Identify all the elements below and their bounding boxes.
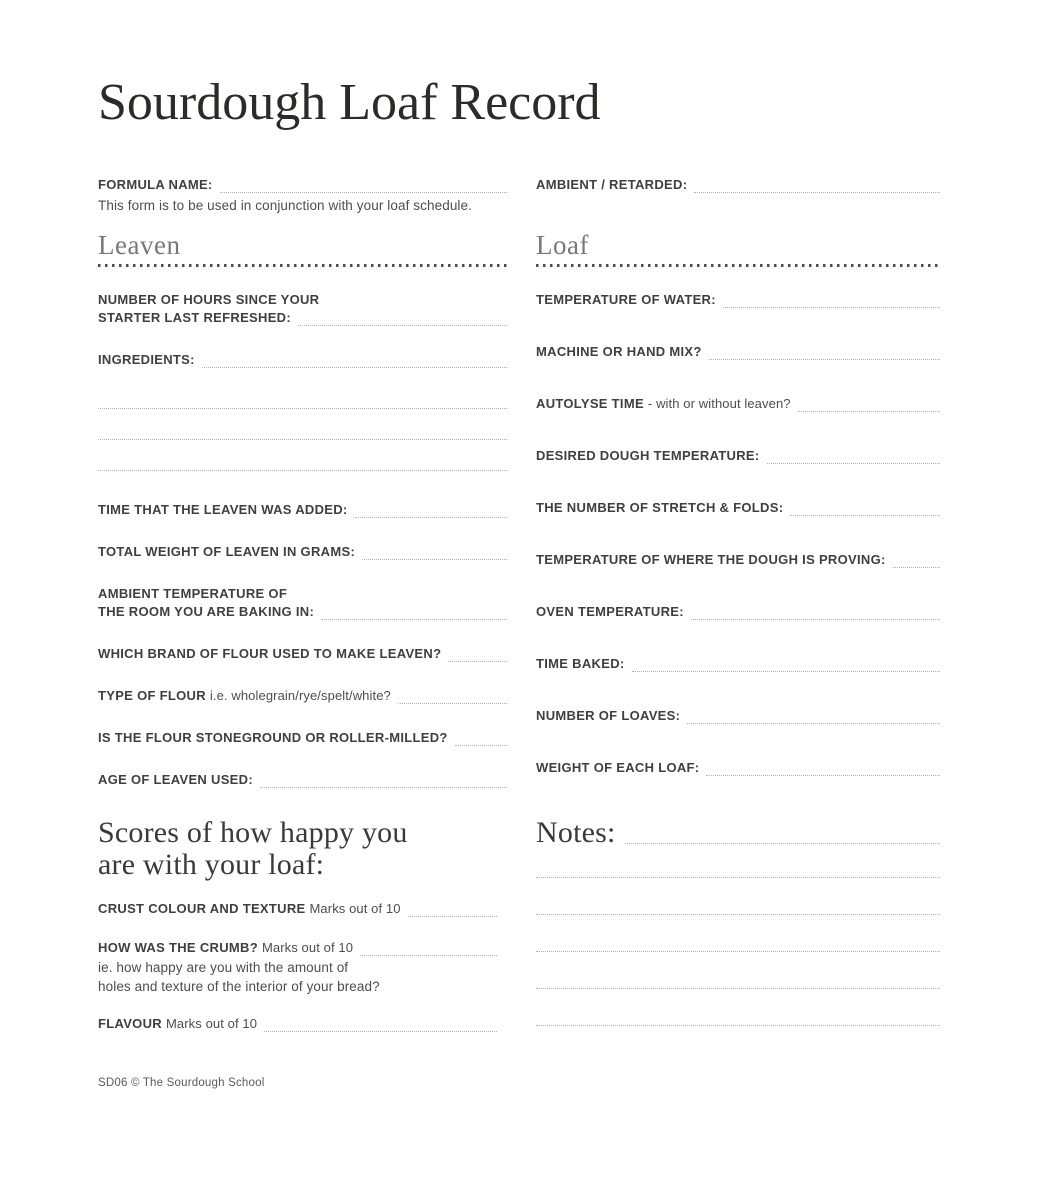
- oven-temperature-field[interactable]: [691, 607, 940, 620]
- notes-field-line-4[interactable]: [536, 952, 940, 989]
- stretch-and-folds-field[interactable]: [790, 503, 940, 516]
- score-crumb: HOW WAS THE CRUMB? Marks out of 10 ie. how happy are you with the amount of holes and texture of the interior of your bread?: [98, 939, 507, 996]
- field-flour-type: TYPE OF FLOUR i.e. wholegrain/rye/spelt/white?: [98, 687, 507, 704]
- field-total-weight-leaven: TOTAL WEIGHT OF LEAVEN IN GRAMS:: [98, 543, 507, 560]
- crust-score-field[interactable]: [408, 904, 497, 917]
- ingredients-extra-line-1[interactable]: [98, 378, 507, 409]
- formula-name-row: [98, 165, 507, 193]
- total-weight-leaven-field[interactable]: [362, 547, 507, 560]
- field-proving-temperature: TEMPERATURE OF WHERE THE DOUGH IS PROVING:: [536, 551, 940, 568]
- field-flour-brand: WHICH BRAND OF FLOUR USED TO MAKE LEAVEN?: [98, 645, 507, 662]
- footer-document-code: SD06 © The Sourdough School: [98, 1077, 265, 1089]
- scores-section: [98, 817, 507, 1054]
- ingredients-extra-line-3[interactable]: [98, 440, 507, 471]
- field-autolyse-time: AUTOLYSE TIME - with or without leaven?: [536, 395, 940, 412]
- time-leaven-added-field[interactable]: [355, 505, 507, 518]
- ambient-room-temperature-field[interactable]: [321, 607, 507, 620]
- leaven-section: [98, 230, 507, 817]
- form-sheet: [98, 0, 940, 1054]
- field-machine-or-hand-mix: MACHINE OR HAND MIX?: [536, 343, 940, 360]
- field-age-of-leaven: AGE OF LEAVEN USED:: [98, 771, 507, 788]
- flour-type-field[interactable]: [398, 691, 507, 704]
- field-weight-of-each-loaf: WEIGHT OF EACH LOAF:: [536, 759, 940, 776]
- page-title: Sourdough Loaf Record: [98, 74, 601, 131]
- formula-name-label: FORMULA NAME:: [98, 177, 213, 192]
- water-temperature-field[interactable]: [723, 295, 940, 308]
- age-of-leaven-field[interactable]: [260, 775, 507, 788]
- ambient-retarded-label: AMBIENT / RETARDED:: [536, 177, 688, 192]
- notes-field-line-0[interactable]: [625, 831, 940, 844]
- leaven-heading: Leaven: [98, 230, 181, 260]
- weight-of-each-loaf-field[interactable]: [706, 763, 940, 776]
- notes-heading: Notes:: [536, 816, 616, 849]
- notes-field-line-1[interactable]: [536, 849, 940, 878]
- field-desired-dough-temperature: DESIRED DOUGH TEMPERATURE:: [536, 447, 940, 464]
- proving-temperature-field[interactable]: [893, 555, 940, 568]
- field-stoneground-or-rollermilled: IS THE FLOUR STONEGROUND OR ROLLER-MILLED?: [98, 729, 507, 746]
- field-time-leaven-added: TIME THAT THE LEAVEN WAS ADDED:: [98, 501, 507, 518]
- autolyse-time-field[interactable]: [798, 399, 940, 412]
- scores-heading: Scores of how happy you are with your loaf:: [98, 816, 408, 881]
- ambient-retarded-row: [536, 165, 940, 193]
- desired-dough-temperature-field[interactable]: [767, 451, 940, 464]
- score-crust-colour-texture: CRUST COLOUR AND TEXTURE Marks out of 10: [98, 900, 497, 917]
- ingredients-extra-line-2[interactable]: [98, 409, 507, 440]
- crumb-score-note: ie. how happy are you with the amount of holes and texture of the interior of your bread?: [98, 960, 380, 994]
- field-time-baked: TIME BAKED:: [536, 655, 940, 672]
- loaf-heading: Loaf: [536, 230, 589, 260]
- field-oven-temperature: OVEN TEMPERATURE:: [536, 603, 940, 620]
- ambient-retarded-field[interactable]: [694, 180, 940, 193]
- machine-or-hand-mix-field[interactable]: [709, 347, 940, 360]
- notes-field-line-5[interactable]: [536, 989, 940, 1026]
- flour-brand-field[interactable]: [448, 649, 507, 662]
- field-hours-since-refreshed: NUMBER OF HOURS SINCE YOUR STARTER LAST REFRESHED:: [98, 291, 507, 326]
- field-number-of-loaves: NUMBER OF LOAVES:: [536, 707, 940, 724]
- notes-field-line-3[interactable]: [536, 915, 940, 952]
- field-water-temperature: TEMPERATURE OF WATER:: [536, 291, 940, 308]
- score-flavour: FLAVOUR Marks out of 10: [98, 1015, 497, 1032]
- loaf-heading-rule: [536, 264, 940, 267]
- leaven-heading-rule: [98, 264, 507, 267]
- number-of-loaves-field[interactable]: [687, 711, 940, 724]
- ingredients-field[interactable]: [202, 355, 507, 368]
- field-ambient-room-temperature: AMBIENT TEMPERATURE OF THE ROOM YOU ARE BAKING IN:: [98, 585, 507, 620]
- hours-since-refreshed-field[interactable]: [298, 313, 507, 326]
- intro-text: This form is to be used in conjunction with your loaf schedule.: [98, 198, 472, 213]
- notes-field-line-2[interactable]: [536, 878, 940, 915]
- crumb-score-field[interactable]: [360, 943, 497, 956]
- notes-section: [536, 817, 940, 1054]
- flavour-score-field[interactable]: [264, 1019, 497, 1032]
- field-stretch-and-folds: THE NUMBER OF STRETCH & FOLDS:: [536, 499, 940, 516]
- loaf-section: [536, 230, 940, 817]
- stoneground-or-rollermilled-field[interactable]: [455, 733, 507, 746]
- field-ingredients: INGREDIENTS:: [98, 351, 507, 471]
- formula-name-field[interactable]: [220, 180, 507, 193]
- time-baked-field[interactable]: [632, 659, 940, 672]
